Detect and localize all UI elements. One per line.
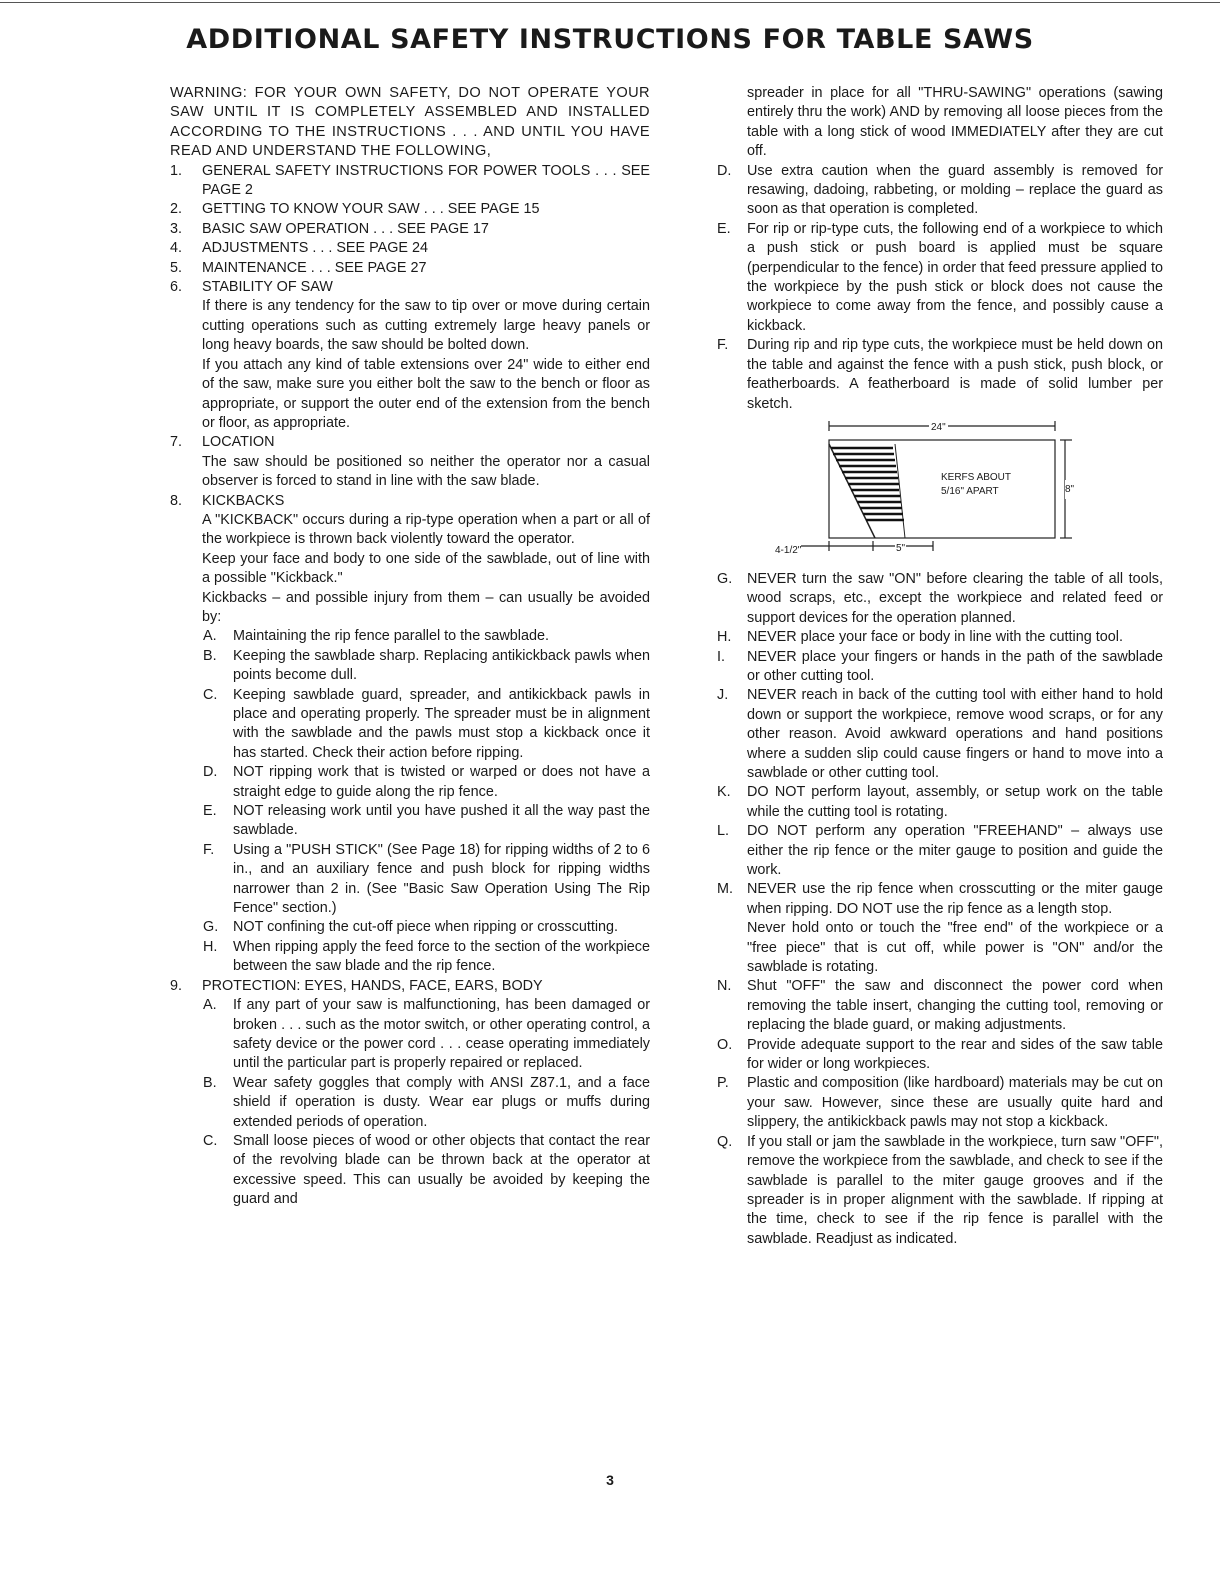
sub-label: F. — [203, 841, 215, 858]
sub-text: Using a "PUSH STICK" (See Page 18) for ripping widths of 2 to 6 in., and an auxiliary fence and push block for ripping widths narrower than 2 in. (See "Basic Saw Operation Using The Rip Fence" section.) — [233, 841, 650, 917]
sub-item — [170, 1132, 650, 1210]
sub-item — [170, 841, 650, 919]
sub-item — [715, 336, 1163, 414]
stability-text: If you attach any kind of table extensions over 24" wide to either end of the saw, make sure you either bolt the saw to the bench or floor as appropriate, or support the outer end of the extension from the bench or floor, as appropriate. — [202, 356, 650, 431]
kickback-text: Kickbacks – and possible injury from them – can usually be avoided by: — [202, 589, 650, 625]
sub-text: NEVER place your face or body in line with the cutting tool. — [747, 629, 1123, 646]
sub-item — [715, 648, 1163, 687]
numbered-list — [170, 162, 650, 298]
sub-item — [715, 822, 1163, 880]
item-number: 4. — [170, 240, 183, 257]
sub-label: C. — [203, 686, 218, 703]
section-heading: PROTECTION: EYES, HANDS, FACE, EARS, BODY — [202, 977, 543, 994]
sub-item — [170, 996, 650, 1074]
sub-label: O. — [717, 1036, 733, 1053]
section-heading: KICKBACKS — [202, 492, 285, 509]
sub-text: Maintaining the rip fence parallel to the sawblade. — [233, 628, 549, 645]
item-text: BASIC SAW OPERATION . . . SEE PAGE 17 — [202, 220, 489, 237]
dimension-left: 4-1/2" — [775, 541, 801, 560]
sub-text: NEVER place your fingers or hands in the path of the sawblade or other cutting tool. — [747, 648, 1163, 684]
sub-text: If you stall or jam the sawblade in the workpiece, turn saw "OFF", remove the workpiece from the sawblade, and check to see if the sawblade is parallel to the miter gauge grooves and if the spreader is in proper alignment with the sawblade. If ripping at the time, check to see if the rip fence is parallel with the sawblade. Readjust as indicated. — [747, 1133, 1163, 1247]
page-title: ADDITIONAL SAFETY INSTRUCTIONS FOR TABLE SAWS — [186, 24, 1034, 55]
sub-label: D. — [717, 162, 732, 179]
sub-label: H. — [717, 629, 732, 646]
dimension-width: 24" — [929, 418, 948, 437]
item-number: 7. — [170, 434, 183, 451]
page-number: 3 — [606, 1472, 614, 1488]
sub-label: N. — [717, 978, 732, 995]
kickback-text: Keep your face and body to one side of the sawblade, out of line with a possible "Kickback." — [202, 550, 650, 587]
sub-text: DO NOT perform any operation "FREEHAND" – always use either the rip fence or the miter gauge to position and guide the work. — [747, 823, 1163, 878]
sub-item — [170, 918, 650, 937]
sub-item — [715, 162, 1163, 220]
sub-text: Keeping the sawblade sharp. Replacing antikickback pawls when points become dull. — [233, 647, 650, 684]
item-number: 1. — [170, 162, 183, 179]
item-text: MAINTENANCE . . . SEE PAGE 27 — [202, 259, 427, 276]
dimension-height: 8" — [1065, 480, 1074, 499]
section-heading-kickbacks — [170, 492, 650, 511]
sub-text: Wear safety goggles that comply with ANSI Z87.1, and a face shield if operation is dusty. Wear ear plugs or muffs during extended periods of operation. — [233, 1074, 650, 1130]
item-number: 6. — [170, 279, 183, 296]
item-number: 3. — [170, 220, 183, 237]
section-heading-location — [170, 433, 650, 452]
item-text: GENERAL SAFETY INSTRUCTIONS FOR POWER TOOLS . . . SEE PAGE 2 — [202, 162, 650, 199]
section-heading-protection — [170, 977, 650, 996]
list-item — [170, 162, 650, 201]
list-item — [170, 278, 650, 297]
sub-item — [715, 1074, 1163, 1132]
sub-text: For rip or rip-type cuts, the following end of a workpiece to which a push stick or push board is applied must be square (perpendicular to the fence) in order that feed pressure applied to the workpiece by the push stick or block does not cause the workpiece to come away from the fence, and possibly cause a kickback. — [747, 220, 1163, 334]
sub-text: NEVER use the rip fence when crosscutting or the miter gauge when ripping. DO NOT use the rip fence as a length stop. — [747, 881, 1163, 917]
sub-text: NEVER reach in back of the cutting tool with either hand to hold down or support the workpiece, remove wood scraps, or for any other reason. Avoid awkward operations and hand positions where a sudden slip could cause fingers or hand to move into a sawblade or other cutting tool. — [747, 687, 1163, 781]
sub-text: NEVER turn the saw "ON" before clearing the table of all tools, wood scraps, etc., except the workpiece and related feed or support devices for the operation planned. — [747, 570, 1163, 626]
sub-item — [170, 763, 650, 802]
sub-text: Plastic and composition (like hardboard) materials may be cut on your saw. However, since these are usually quite hard and slippery, the antikickback pawls may not stop a kickback. — [747, 1075, 1163, 1131]
sub-item — [715, 1133, 1163, 1249]
sub-label: P. — [717, 1075, 729, 1092]
sub-text: NOT releasing work until you have pushed it all the way past the sawblade. — [233, 803, 650, 839]
sub-item — [715, 880, 1163, 919]
sub-item — [170, 1074, 650, 1132]
sub-text: Shut "OFF" the saw and disconnect the power cord when removing the table insert, changing the cutting tool, removing or replacing the blade guard, or making adjustments. — [747, 978, 1163, 1034]
sub-item — [715, 686, 1163, 783]
sub-text: NOT confining the cut-off piece when ripping or crosscutting. — [233, 919, 619, 936]
sub-item — [715, 220, 1163, 336]
list-item — [170, 200, 650, 219]
sub-text: If any part of your saw is malfunctioning, has been damaged or broken . . . such as the motor switch, or other operating control, a safety device or the power cord . . . cease operating immediately until the particular part is properly repaired or replaced. — [233, 997, 650, 1072]
sub-label: A. — [203, 628, 217, 645]
kerf-note-line1: KERFS ABOUT — [941, 471, 1012, 483]
sub-label: C. — [203, 1132, 218, 1149]
sub-label: G. — [203, 919, 219, 936]
sub-label: K. — [717, 784, 731, 801]
sub-label: B. — [203, 647, 217, 664]
item-number: 9. — [170, 977, 183, 994]
sub-label: M. — [717, 881, 733, 898]
section-heading: LOCATION — [202, 434, 275, 451]
sub-label: L. — [717, 823, 730, 840]
sub-label: J. — [717, 687, 729, 704]
sub-text: DO NOT perform layout, assembly, or setup work on the table while the cutting tool is rotating. — [747, 784, 1163, 820]
dimension-bottom: 5" — [895, 539, 906, 558]
sub-text: Provide adequate support to the rear and sides of the saw table for wider or long workpieces. — [747, 1036, 1163, 1073]
kickback-text: A "KICKBACK" occurs during a rip-type operation when a part or all of the workpiece is thrown back violently toward the operator. — [202, 511, 650, 548]
list-item — [170, 259, 650, 278]
kerf-note-line2: 5/16" APART — [941, 485, 999, 497]
kerf-lines — [831, 448, 904, 520]
sub-item — [715, 977, 1163, 1035]
sub-label: E. — [203, 803, 217, 820]
sub-text: Keeping sawblade guard, spreader, and antikickback pawls in place and operating properly. The spreader must be in alignment with the sawblade and the pawls must stop a kickback once it has started. Check their action before ripping. — [233, 686, 650, 761]
sub-text: When ripping apply the feed force to the section of the workpiece between the saw blade and the rip fence. — [233, 938, 650, 975]
sub-text: NOT ripping work that is twisted or warped or does not have a straight edge to guide along the rip fence. — [233, 764, 650, 800]
sub-label: D. — [203, 764, 218, 781]
sub-label: H. — [203, 938, 218, 955]
sub-item — [170, 938, 650, 977]
sub-item — [170, 627, 650, 646]
stability-text: If there is any tendency for the saw to tip over or move during certain cutting operations such as cutting extremely large heavy panels or long heavy boards, the saw should be bolted down. — [202, 298, 650, 354]
right-column — [715, 84, 1163, 1249]
top-rule — [0, 2, 1220, 3]
sub-label: B. — [203, 1074, 217, 1091]
location-text: The saw should be positioned so neither the operator nor a casual observer is forced to stand in line with the saw blade. — [202, 453, 650, 490]
sub-item — [715, 783, 1163, 822]
sub-item — [170, 802, 650, 841]
sub-label: A. — [203, 997, 217, 1014]
sub-label: G. — [717, 570, 733, 587]
featherboard-sketch — [715, 418, 1163, 564]
item-text: ADJUSTMENTS . . . SEE PAGE 24 — [202, 240, 429, 257]
sub-label: E. — [717, 220, 731, 237]
continued-text: spreader in place for all "THRU-SAWING" operations (sawing entirely thru the work) AND by removing all loose pieces from the table with a long stick of wood IMMEDIATELY after they are cut off. — [747, 85, 1163, 160]
item-number: 8. — [170, 492, 183, 509]
sub-text: During rip and rip type cuts, the workpiece must be held down on the table and against the fence with a push stick, push block, or featherboards. A featherboard is made of solid lumber per sketch. — [747, 337, 1163, 412]
sub-label: I. — [717, 648, 725, 665]
sub-label: F. — [717, 337, 729, 354]
sub-item-extra: Never hold onto or touch the "free end" of the workpiece or a "free piece" that is cut off, while power is "ON" and/or the sawblade is rotating. — [747, 920, 1163, 976]
sub-item — [715, 628, 1163, 647]
left-column — [170, 84, 650, 1210]
sub-text: Use extra caution when the guard assembly is removed for resawing, dadoing, rabbeting, or molding – replace the guard as soon as that operation is completed. — [747, 162, 1163, 218]
sub-item — [170, 686, 650, 764]
warning-paragraph: WARNING: FOR YOUR OWN SAFETY, DO NOT OPERATE YOUR SAW UNTIL IT IS COMPLETELY ASSEMBLED AND INSTALLED ACCORDING TO THE INSTRUCTIONS . . . AND UNTIL YOU HAVE READ AND UNDERSTAND THE FOLLOWING, — [170, 85, 650, 160]
sub-label: Q. — [717, 1133, 733, 1150]
item-text: STABILITY OF SAW — [202, 279, 333, 296]
sub-text: Small loose pieces of wood or other objects that contact the rear of the revolving blade can be thrown back at the operator at excessive speed. This can usually be avoided by keeping the guard and — [233, 1132, 650, 1208]
item-text: GETTING TO KNOW YOUR SAW . . . SEE PAGE 15 — [202, 201, 540, 218]
item-number: 5. — [170, 259, 183, 276]
list-item — [170, 239, 650, 258]
list-item — [170, 220, 650, 239]
sub-item — [715, 570, 1163, 628]
item-number: 2. — [170, 201, 183, 218]
sub-item — [170, 647, 650, 686]
sub-item — [715, 1036, 1163, 1075]
